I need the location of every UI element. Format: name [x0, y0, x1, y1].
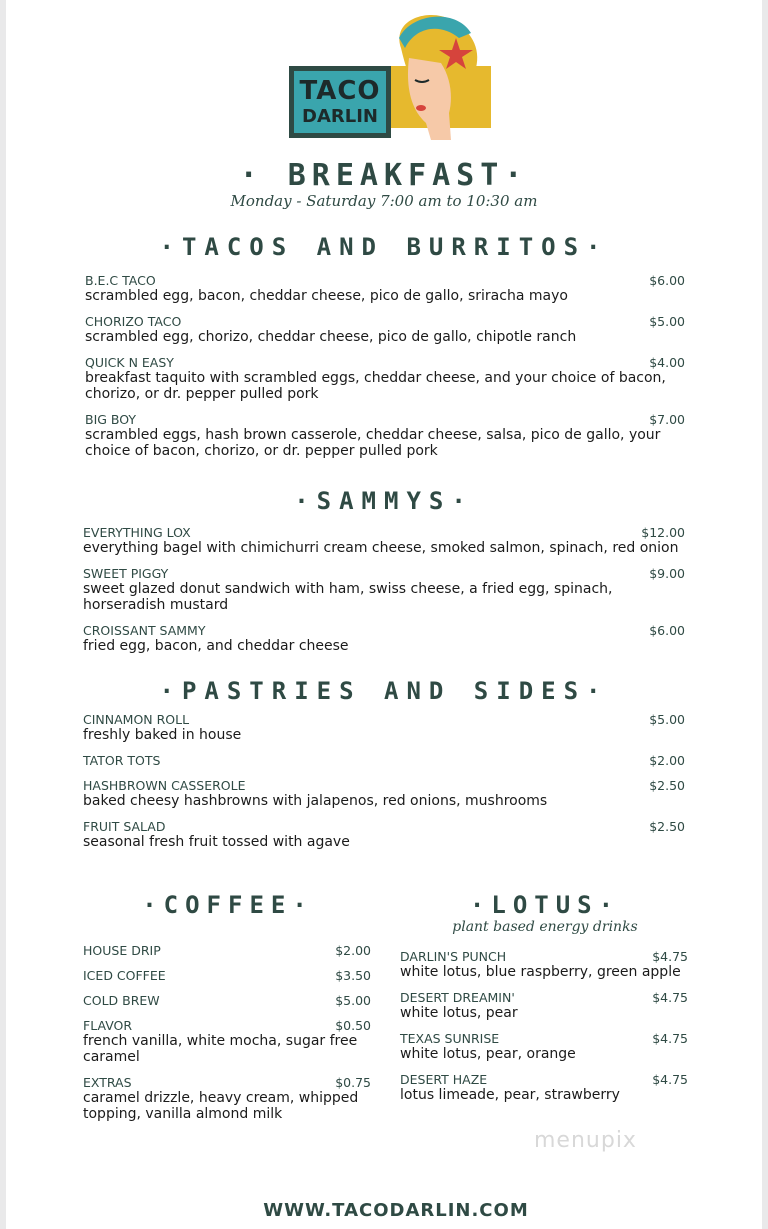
menu-page	[6, 0, 762, 1229]
item-description: scrambled egg, bacon, cheddar cheese, pico de gallo, sriracha mayo	[85, 288, 568, 304]
item-name: DESERT HAZE	[400, 1072, 488, 1087]
item-price: $2.00	[335, 943, 371, 958]
menupix-watermark: menupix	[534, 1128, 637, 1153]
item-description: scrambled egg, chorizo, cheddar cheese, pico de gallo, chipotle ranch	[85, 329, 577, 345]
item-price: $2.50	[649, 778, 685, 793]
item-name: DARLIN'S PUNCH	[400, 949, 507, 964]
item-price: $2.00	[649, 753, 685, 768]
item-name: CINNAMON ROLL	[83, 712, 190, 727]
item-description: baked cheesy hashbrowns with jalapenos, red onions, mushrooms	[83, 793, 548, 809]
item-description: scrambled eggs, hash brown casserole, cheddar cheese, salsa, pico de gallo, your choice of bacon, chorizo, or dr. pepper pulled pork	[85, 427, 661, 459]
menu-item	[85, 314, 685, 345]
sammys-title: ·SAMMYS·	[294, 487, 474, 515]
item-description: fried egg, bacon, and cheddar cheese	[83, 638, 349, 654]
menu-item	[400, 1072, 688, 1103]
item-name: ICED COFFEE	[83, 968, 166, 983]
pastries-sides-title: ·PASTRIES AND SIDES·	[159, 677, 609, 705]
item-description: freshly baked in house	[83, 727, 242, 743]
item-name: FRUIT SALAD	[83, 819, 166, 834]
taco-darlin-logo	[281, 8, 501, 148]
item-description: seasonal fresh fruit tossed with agave	[83, 834, 350, 850]
menu-item	[83, 943, 371, 958]
item-name: DESERT DREAMIN'	[400, 990, 515, 1005]
menu-item	[85, 355, 685, 402]
item-name: FLAVOR	[83, 1018, 133, 1033]
menu-item	[83, 778, 685, 809]
item-price: $0.50	[335, 1018, 371, 1033]
item-description: french vanilla, white mocha, sugar free caramel	[83, 1033, 358, 1065]
coffee-title: ·COFFEE·	[142, 891, 314, 919]
item-price: $5.00	[335, 993, 371, 1008]
item-price: $3.50	[335, 968, 371, 983]
item-price: $12.00	[641, 525, 685, 540]
item-name: SWEET PIGGY	[83, 566, 169, 581]
menu-item	[85, 412, 685, 459]
item-name: COLD BREW	[83, 993, 160, 1008]
menu-item	[83, 1075, 371, 1122]
item-name: EXTRAS	[83, 1075, 132, 1090]
breakfast-hours: Monday - Saturday 7:00 am to 10:30 am	[230, 192, 538, 210]
menu-item	[400, 990, 688, 1021]
menu-item	[83, 993, 371, 1008]
item-price: $4.75	[652, 949, 688, 964]
item-price: $4.75	[652, 990, 688, 1005]
tacos-burritos-title: ·TACOS AND BURRITOS·	[159, 233, 609, 261]
item-name: QUICK N EASY	[85, 355, 174, 370]
item-price: $5.00	[649, 314, 685, 329]
item-price: $4.75	[652, 1072, 688, 1087]
item-price: $4.75	[652, 1031, 688, 1046]
lotus-subtitle: plant based energy drinks	[452, 919, 638, 935]
item-description: caramel drizzle, heavy cream, whipped topping, vanilla almond milk	[83, 1090, 359, 1122]
item-name: TEXAS SUNRISE	[400, 1031, 500, 1046]
menu-item	[400, 1031, 688, 1062]
item-price: $4.00	[649, 355, 685, 370]
item-name: CROISSANT SAMMY	[83, 623, 206, 638]
item-name: TATOR TOTS	[83, 753, 161, 768]
item-name: HOUSE DRIP	[83, 943, 161, 958]
menu-item	[85, 273, 685, 304]
item-price: $6.00	[649, 273, 685, 288]
menu-item	[83, 525, 685, 556]
item-name: EVERYTHING LOX	[83, 525, 191, 540]
item-price: $2.50	[649, 819, 685, 834]
item-price: $5.00	[649, 712, 685, 727]
menu-item	[83, 968, 371, 983]
item-description: breakfast taquito with scrambled eggs, cheddar cheese, and your choice of bacon, chorizo, or dr. pepper pulled pork	[85, 370, 666, 402]
menu-item	[83, 566, 685, 613]
item-description: white lotus, blue raspberry, green apple	[400, 964, 681, 980]
item-name: BIG BOY	[85, 412, 137, 427]
menu-item	[83, 1018, 371, 1065]
item-price: $9.00	[649, 566, 685, 581]
breakfast-title: · BREAKFAST·	[239, 158, 529, 193]
item-description: lotus limeade, pear, strawberry	[400, 1087, 620, 1103]
menu-item	[83, 623, 685, 654]
footer-website[interactable]: WWW.TACODARLIN.COM	[263, 1200, 529, 1221]
menu-item	[83, 753, 685, 768]
item-description: white lotus, pear	[400, 1005, 518, 1021]
menu-item	[83, 712, 685, 743]
menu-item	[83, 819, 685, 850]
item-description: everything bagel with chimichurri cream cheese, smoked salmon, spinach, red onion	[83, 540, 679, 556]
logo-text-darlin: DARLIN	[302, 106, 378, 127]
item-price: $0.75	[335, 1075, 371, 1090]
logo-text-taco: TACO	[299, 76, 381, 106]
item-name: B.E.C TACO	[85, 273, 156, 288]
item-price: $6.00	[649, 623, 685, 638]
menu-item	[400, 949, 688, 980]
item-description: sweet glazed donut sandwich with ham, swiss cheese, a fried egg, spinach, horseradish mustard	[83, 581, 613, 613]
item-name: CHORIZO TACO	[85, 314, 182, 329]
item-price: $7.00	[649, 412, 685, 427]
item-name: HASHBROWN CASSEROLE	[83, 778, 246, 793]
item-description: white lotus, pear, orange	[400, 1046, 576, 1062]
lotus-title: ·LOTUS·	[469, 891, 621, 919]
